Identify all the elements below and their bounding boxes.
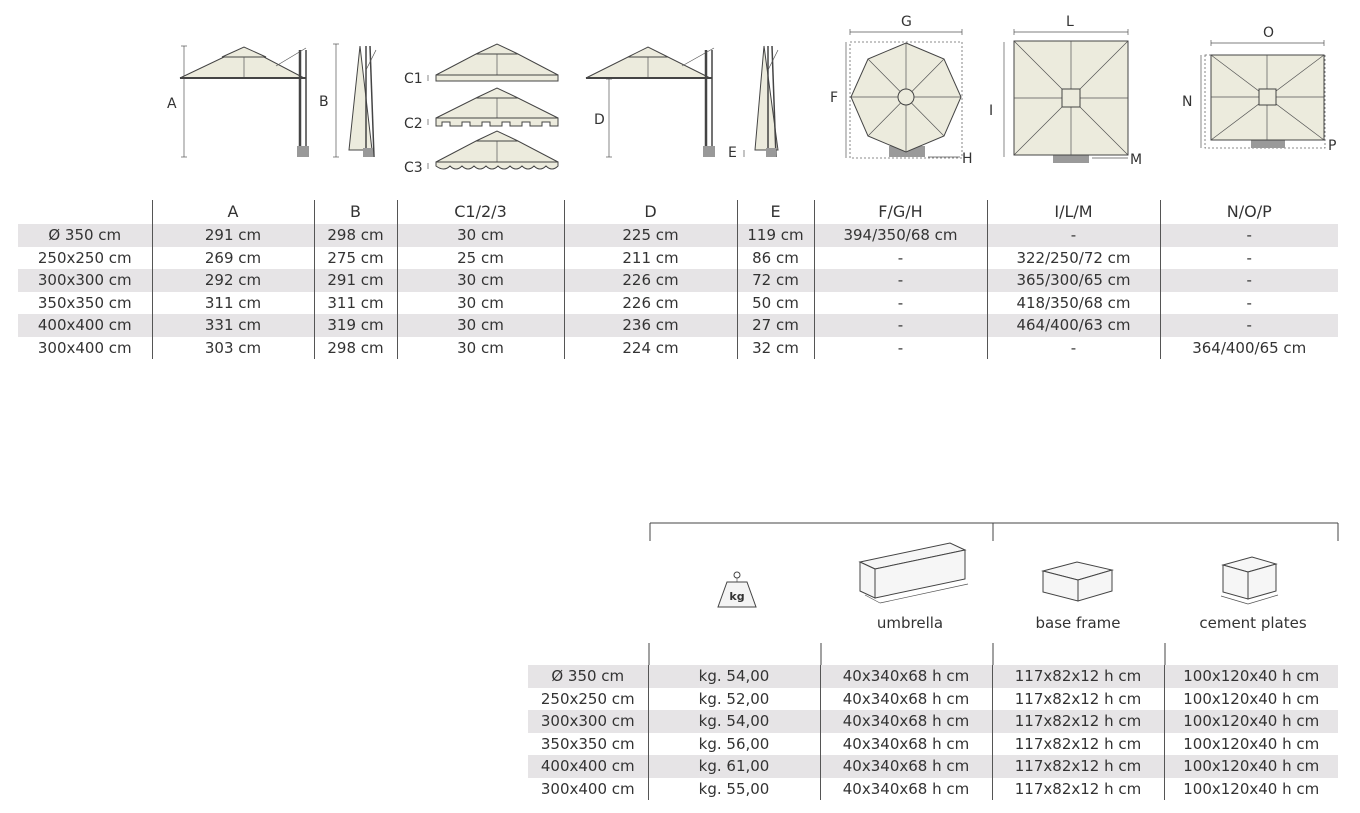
table-cell: 322/250/72 cm xyxy=(987,247,1160,270)
cement-plates-box-icon xyxy=(1221,557,1278,604)
dimensions-table xyxy=(18,200,1338,359)
table-cell: 464/400/63 cm xyxy=(987,314,1160,337)
label-c2: C2 xyxy=(404,116,423,132)
table-cell: - xyxy=(987,224,1160,247)
table-cell: 311 cm xyxy=(152,292,314,315)
header-cell xyxy=(18,200,152,224)
table-cell: - xyxy=(1160,314,1338,337)
table-cell: - xyxy=(814,292,987,315)
table-cell: 40x340x68 h cm xyxy=(820,710,992,733)
table-cell: 117x82x12 h cm xyxy=(992,665,1164,688)
table-cell: kg. 61,00 xyxy=(648,755,820,778)
table-cell: 72 cm xyxy=(737,269,814,292)
table-cell: - xyxy=(814,314,987,337)
base-frame-box-icon xyxy=(1043,562,1112,601)
table-cell: 86 cm xyxy=(737,247,814,270)
table-cell: 365/300/65 cm xyxy=(987,269,1160,292)
table-row xyxy=(528,778,1338,801)
table-row xyxy=(528,665,1338,688)
table-cell: 298 cm xyxy=(314,224,397,247)
table-cell: 100x120x40 h cm xyxy=(1164,665,1338,688)
table-cell: 100x120x40 h cm xyxy=(1164,688,1338,711)
top-view-round-fgh xyxy=(830,14,973,167)
weight-icon xyxy=(718,572,756,607)
row-size-cell: 400x400 cm xyxy=(18,314,152,337)
table-cell: - xyxy=(814,247,987,270)
table-cell: 226 cm xyxy=(564,269,737,292)
table-cell: 225 cm xyxy=(564,224,737,247)
table-cell: 303 cm xyxy=(152,337,314,360)
table-cell: 40x340x68 h cm xyxy=(820,665,992,688)
label-h: H xyxy=(962,151,973,167)
table-cell: kg. 56,00 xyxy=(648,733,820,756)
table-cell: 226 cm xyxy=(564,292,737,315)
label-c3: C3 xyxy=(404,160,423,176)
table-cell: - xyxy=(1160,292,1338,315)
side-view-folded-b xyxy=(319,44,376,157)
weight-icon-text: kg xyxy=(729,590,745,603)
table-cell: 40x340x68 h cm xyxy=(820,778,992,801)
label-e: E xyxy=(728,145,737,161)
table-cell: 50 cm xyxy=(737,292,814,315)
table-cell: - xyxy=(1160,247,1338,270)
dimensions-header-row xyxy=(18,200,1338,224)
header-cell: E xyxy=(737,200,814,224)
label-m: M xyxy=(1130,152,1143,168)
table-cell: 32 cm xyxy=(737,337,814,360)
table-row xyxy=(18,292,1338,315)
table-cell: kg. 55,00 xyxy=(648,778,820,801)
table-row xyxy=(528,688,1338,711)
table-cell: kg. 54,00 xyxy=(648,665,820,688)
table-cell: - xyxy=(987,337,1160,360)
valance-c2 xyxy=(404,88,558,132)
header-cell: N/O/P xyxy=(1160,200,1338,224)
row-size-cell: 250x250 cm xyxy=(540,689,635,708)
table-cell: 100x120x40 h cm xyxy=(1164,755,1338,778)
table-cell: 269 cm xyxy=(152,247,314,270)
header-cell: D xyxy=(564,200,737,224)
row-size-cell: 300x300 cm xyxy=(18,269,152,292)
table-cell: 100x120x40 h cm xyxy=(1164,778,1338,801)
table-cell: kg. 54,00 xyxy=(648,710,820,733)
table-cell: 119 cm xyxy=(737,224,814,247)
cement-plates-label: cement plates xyxy=(1199,614,1307,632)
table-cell: 291 cm xyxy=(314,269,397,292)
table-cell: kg. 52,00 xyxy=(648,688,820,711)
table-cell: 25 cm xyxy=(397,247,564,270)
side-view-umbrella-d xyxy=(586,47,715,157)
label-g: G xyxy=(901,14,912,30)
label-o: O xyxy=(1263,25,1275,41)
table-cell: 275 cm xyxy=(314,247,397,270)
table-cell: 211 cm xyxy=(564,247,737,270)
table-cell: 30 cm xyxy=(397,292,564,315)
table-cell: 117x82x12 h cm xyxy=(992,733,1164,756)
row-size-cell: 350x350 cm xyxy=(540,734,635,753)
label-n: N xyxy=(1182,94,1193,110)
label-b: B xyxy=(319,94,329,110)
table-cell: - xyxy=(814,337,987,360)
top-view-rect-nop xyxy=(1182,25,1336,154)
row-size-cell: Ø 350 cm xyxy=(528,665,648,688)
label-c1: C1 xyxy=(404,71,423,87)
table-cell: 331 cm xyxy=(152,314,314,337)
table-cell: 298 cm xyxy=(314,337,397,360)
table-cell: 117x82x12 h cm xyxy=(992,755,1164,778)
table-cell: 117x82x12 h cm xyxy=(992,778,1164,801)
valance-c1 xyxy=(404,44,558,87)
header-cell: B xyxy=(314,200,397,224)
table-cell: 319 cm xyxy=(314,314,397,337)
table-cell: 27 cm xyxy=(737,314,814,337)
row-size-cell: 250x250 cm xyxy=(37,248,132,267)
row-size-cell: 350x350 cm xyxy=(37,293,132,312)
label-a: A xyxy=(167,96,177,112)
table-row xyxy=(18,337,1338,360)
row-size-cell: 400x400 cm xyxy=(528,755,648,778)
label-d: D xyxy=(594,112,605,128)
table-cell: 394/350/68 cm xyxy=(814,224,987,247)
header-cell: I/L/M xyxy=(987,200,1160,224)
table-cell: - xyxy=(1160,224,1338,247)
header-cell: C1/2/3 xyxy=(397,200,564,224)
table-cell: 236 cm xyxy=(564,314,737,337)
umbrella-label: umbrella xyxy=(876,614,944,632)
table-cell: 30 cm xyxy=(397,314,564,337)
row-size-cell: 300x400 cm xyxy=(540,779,635,798)
header-cell: A xyxy=(152,200,314,224)
table-cell: 311 cm xyxy=(314,292,397,315)
table-cell: 292 cm xyxy=(152,269,314,292)
label-l: L xyxy=(1066,14,1074,30)
table-cell: 100x120x40 h cm xyxy=(1164,710,1338,733)
table-cell: 418/350/68 cm xyxy=(987,292,1160,315)
table-cell: 117x82x12 h cm xyxy=(992,710,1164,733)
valance-c3 xyxy=(404,131,558,176)
table-cell: 40x340x68 h cm xyxy=(820,733,992,756)
top-view-square-ilm xyxy=(989,14,1142,168)
table-cell: 30 cm xyxy=(397,224,564,247)
table-row xyxy=(18,224,1338,247)
table-row xyxy=(18,247,1338,270)
table-cell: 30 cm xyxy=(397,337,564,360)
side-view-folded-e xyxy=(728,46,778,161)
table-cell: 364/400/65 cm xyxy=(1160,337,1338,360)
table-cell: 117x82x12 h cm xyxy=(992,688,1164,711)
row-size-cell: 300x400 cm xyxy=(37,338,132,357)
packaging-bracket xyxy=(650,523,1338,541)
table-row xyxy=(528,710,1338,733)
table-row xyxy=(18,314,1338,337)
table-cell: 291 cm xyxy=(152,224,314,247)
label-f: F xyxy=(830,90,839,106)
row-size-cell: Ø 350 cm xyxy=(18,224,152,247)
base-frame-label: base frame xyxy=(1035,614,1121,632)
table-row xyxy=(528,733,1338,756)
label-i: I xyxy=(989,103,994,119)
table-cell: 40x340x68 h cm xyxy=(820,755,992,778)
packaging-table xyxy=(528,665,1338,800)
table-cell: 224 cm xyxy=(564,337,737,360)
table-cell: 30 cm xyxy=(397,269,564,292)
table-cell: 100x120x40 h cm xyxy=(1164,733,1338,756)
label-p: P xyxy=(1328,138,1337,154)
table-cell: - xyxy=(1160,269,1338,292)
table-cell: - xyxy=(814,269,987,292)
table-row xyxy=(18,269,1338,292)
umbrella-box-icon xyxy=(860,543,968,603)
row-size-cell: 300x300 cm xyxy=(528,710,648,733)
header-cell: F/G/H xyxy=(814,200,987,224)
table-row xyxy=(528,755,1338,778)
side-view-umbrella-a xyxy=(167,46,309,157)
table-cell: 40x340x68 h cm xyxy=(820,688,992,711)
